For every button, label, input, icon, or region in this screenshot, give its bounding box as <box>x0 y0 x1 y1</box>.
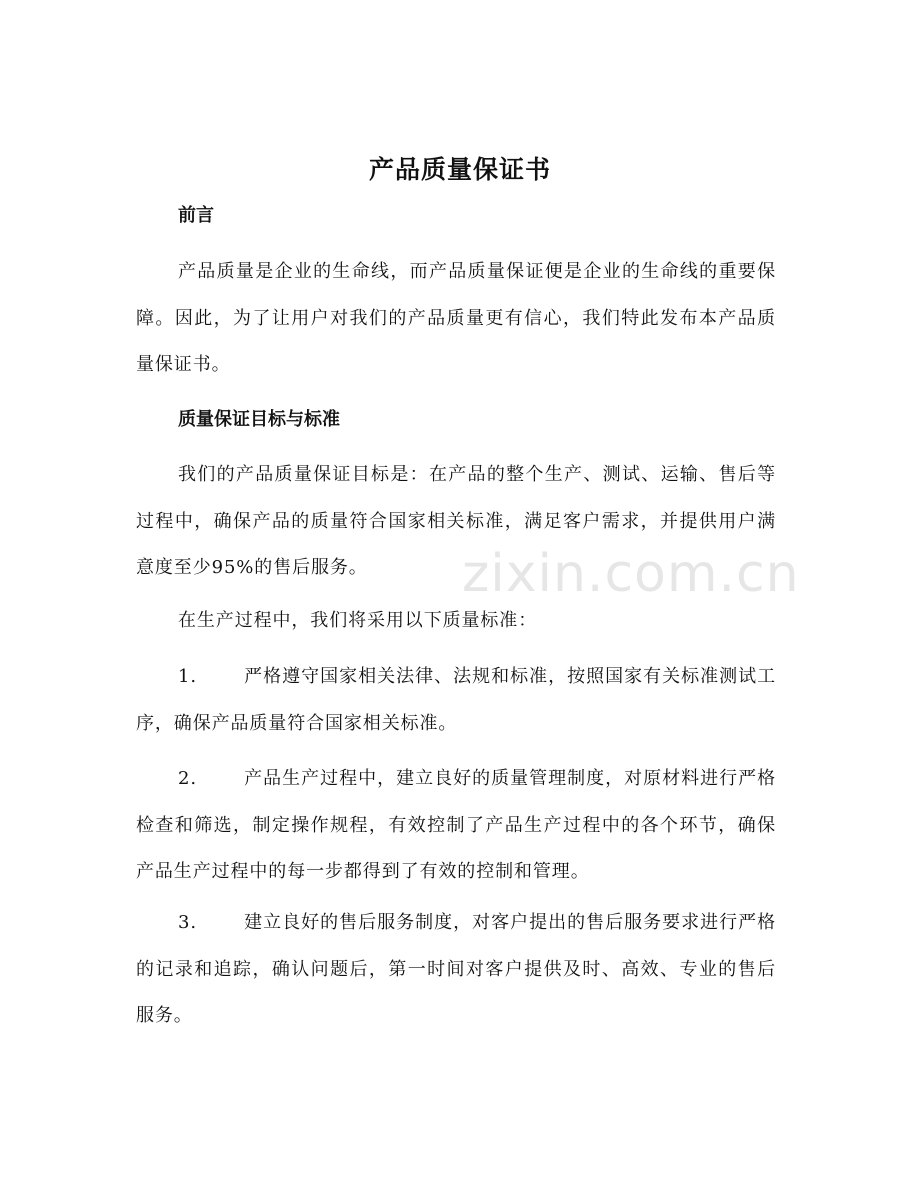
document-title: 产品质量保证书 <box>368 155 551 184</box>
preface-paragraph: 产品质量是企业的生命线，而产品质量保证便是企业的生命线的重要保障。因此，为了让用户对我们的产品质量更有信心，我们特此发布本产品质量保证书。 <box>136 261 776 375</box>
list-item <box>136 756 776 896</box>
list-item-text: 建立良好的售后服务制度，对客户提出的售后服务要求进行严格的记录和追踪，确认问题后，第一时间对客户提供及时、高效、专业的售后服务。 <box>136 912 776 1026</box>
quality-goals-paragraph: 我们的产品质量保证目标是：在产品的整个生产、测试、运输、售后等过程中，确保产品的质量符合国家相关标准，满足客户需求，并提供用户满意度至少95%的售后服务。 <box>136 464 776 578</box>
watermark: zixin.com.cn <box>462 544 800 604</box>
list-item-number: 2. <box>178 768 197 789</box>
list-item <box>136 900 776 1040</box>
list-item-text: 严格遵守国家相关法律、法规和标准，按照国家有关标准测试工序，确保产品质量符合国家相关标准。 <box>136 666 776 734</box>
list-item-text: 产品生产过程中，建立良好的质量管理制度，对原材料进行严格检查和筛选，制定操作规程，有效控制了产品生产过程中的各个环节，确保产品生产过程中的每一步都得到了有效的控制和管理。 <box>136 768 776 882</box>
list-item-number: 1. <box>178 666 197 687</box>
section-heading-preface: 前言 <box>178 205 214 226</box>
section-heading-quality-goals: 质量保证目标与标准 <box>178 409 340 430</box>
list-item-number: 3. <box>178 912 197 933</box>
standards-intro-paragraph: 在生产过程中，我们将采用以下质量标准： <box>178 610 538 631</box>
list-item <box>136 654 776 747</box>
